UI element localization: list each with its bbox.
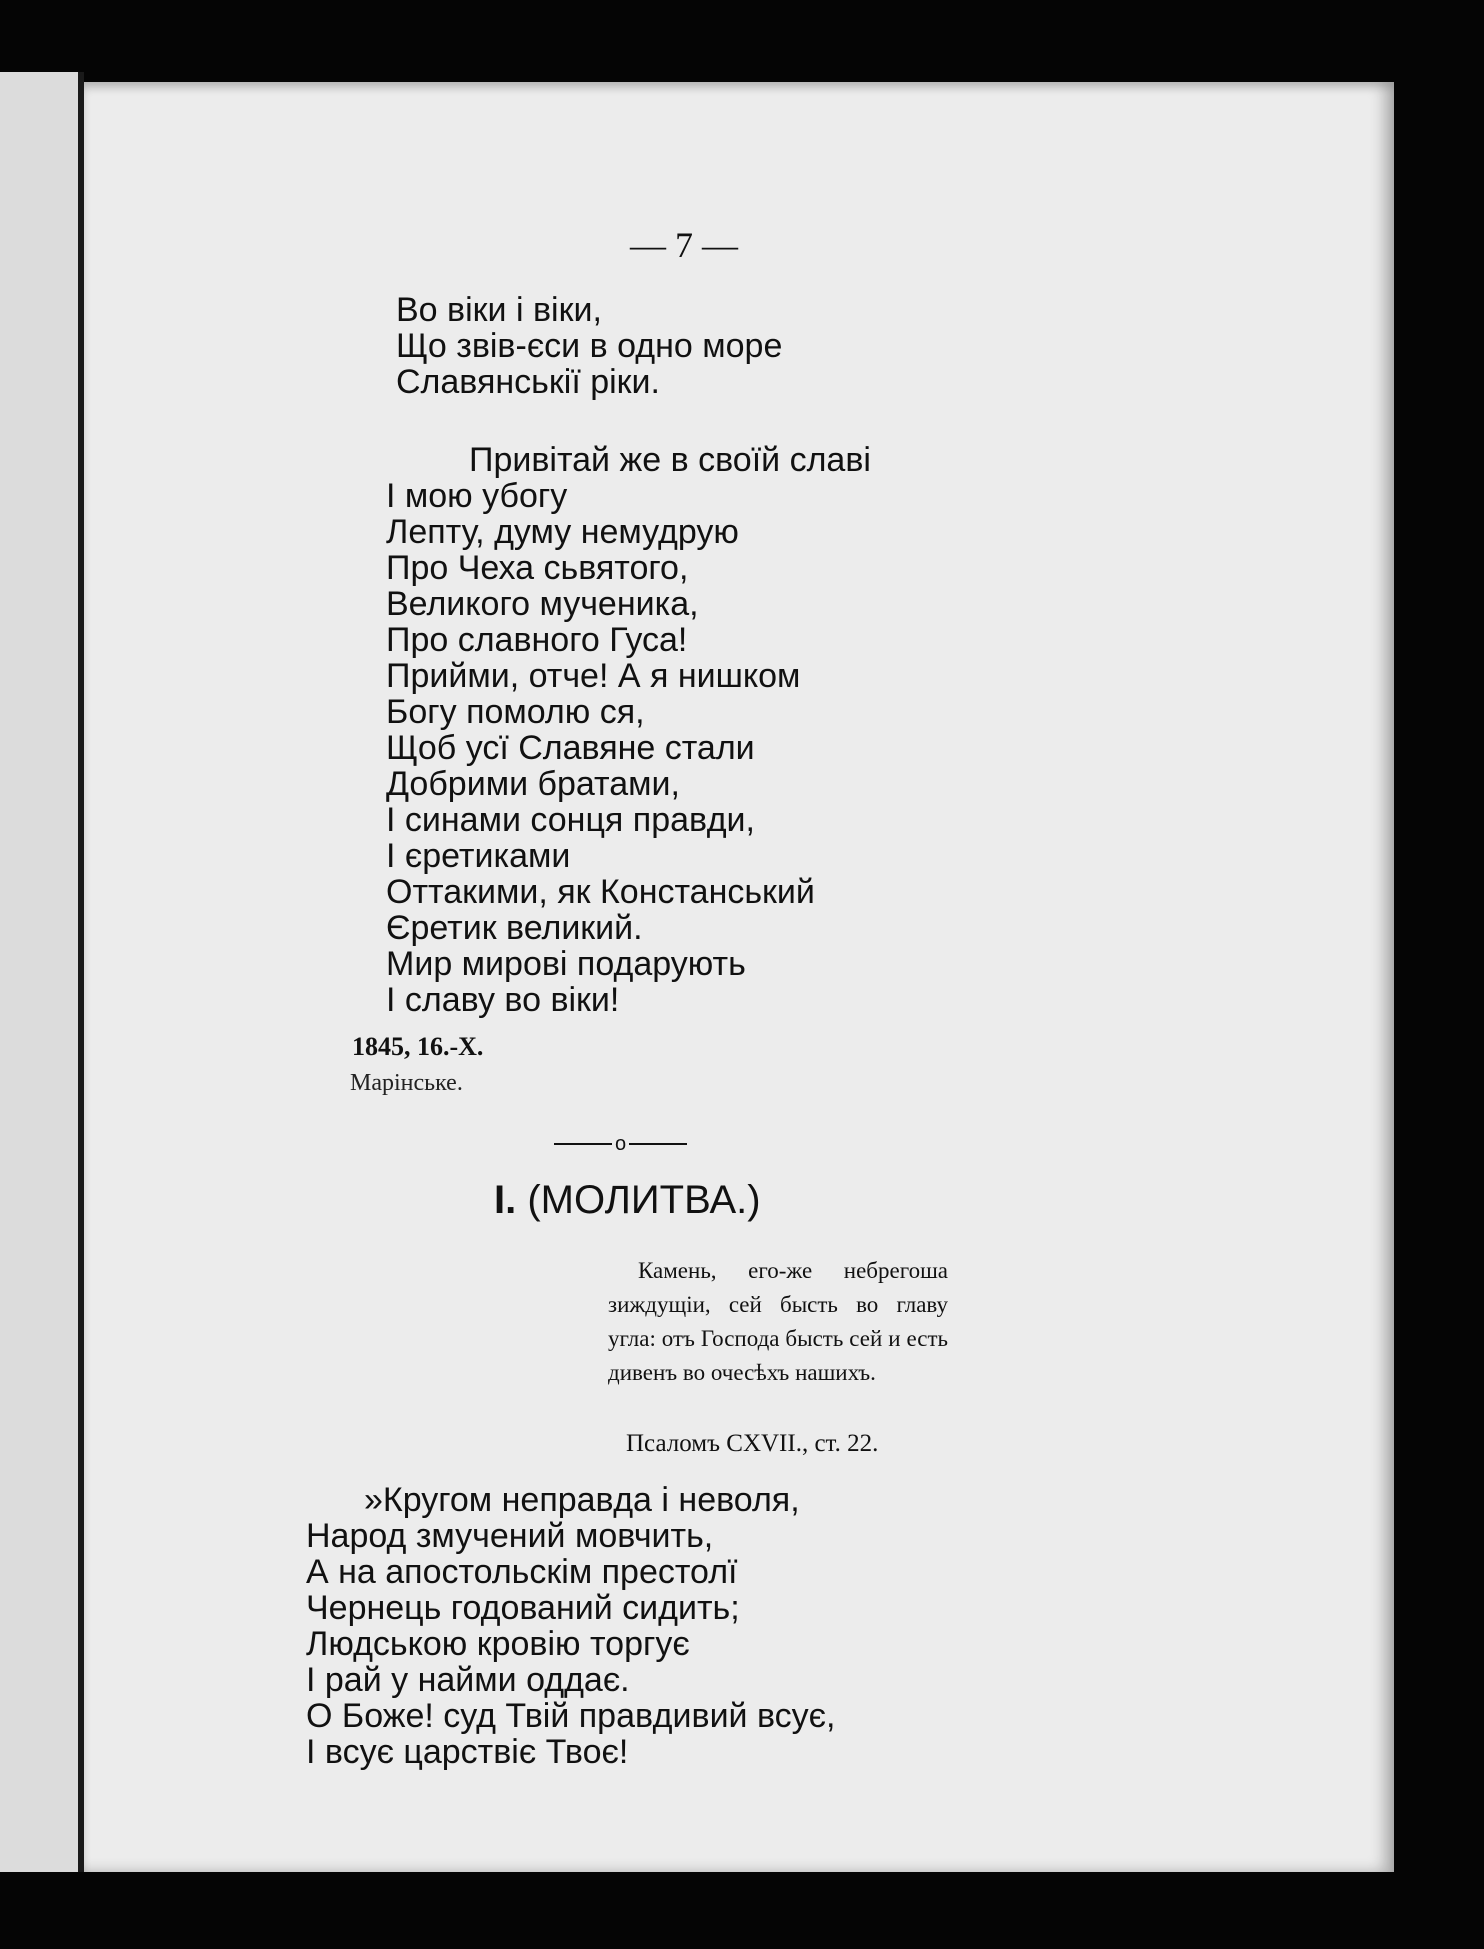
stanza-3 bbox=[306, 1482, 835, 1770]
epigraph-text: Камень, его-же небрегоша зиждущіи, сей бысть во главу угла: отъ Господа бысть сей и есть дивенъ во очесѣхъ нашихъ. bbox=[608, 1258, 948, 1385]
verse-line: І єретиками bbox=[386, 837, 571, 875]
divider-mark: o bbox=[615, 1133, 627, 1155]
verse-line: А на апостольскім престолї bbox=[306, 1553, 738, 1591]
verse-line: Що звів-єси в одно море bbox=[396, 327, 783, 365]
divider-rule-left bbox=[554, 1143, 612, 1145]
poem-place: Марінське. bbox=[350, 1070, 463, 1096]
verse-line: Про славного Гуса! bbox=[386, 621, 688, 659]
verse-line: Щоб усї Славяне стали bbox=[386, 729, 755, 767]
verse-line: Великого мученика, bbox=[386, 585, 699, 623]
verse-line: Добрими братами, bbox=[386, 765, 680, 803]
verse-line: Оттакими, як Констанський bbox=[386, 873, 815, 911]
verse-line: Про Чеха сьвятого, bbox=[386, 549, 689, 587]
stanza-1 bbox=[396, 292, 782, 400]
verse-line: »Кругом неправда і неволя, bbox=[364, 1481, 800, 1519]
verse-line: І всує царствіє Твоє! bbox=[306, 1733, 629, 1771]
section-divider bbox=[554, 1134, 687, 1154]
verse-line: Єретик великий. bbox=[386, 909, 643, 947]
epigraph-source: Псаломъ CXVII., ст. 22. bbox=[626, 1430, 879, 1457]
section-title bbox=[494, 1178, 761, 1223]
verse-line: Мир мирові подарують bbox=[386, 945, 746, 983]
verse-line: Народ змучений мовчить, bbox=[306, 1517, 714, 1555]
verse-line: Славянськії ріки. bbox=[396, 363, 660, 401]
verse-line: І синами сонця правди, bbox=[386, 801, 755, 839]
verse-line: О Боже! суд Твій правдивий всує, bbox=[306, 1697, 836, 1735]
divider-rule-right bbox=[629, 1143, 687, 1145]
verse-line: Прийми, отче! А я нишком bbox=[386, 657, 801, 695]
stanza-2 bbox=[386, 442, 871, 1018]
verse-line: Богу помолю ся, bbox=[386, 693, 645, 731]
book-page bbox=[84, 82, 1394, 1872]
section-number: I. bbox=[494, 1178, 517, 1222]
verse-line: Во віки і віки, bbox=[396, 291, 602, 329]
section-title-text: (МОЛИТВА.) bbox=[527, 1178, 761, 1222]
verse-line: Лепту, думу немудрую bbox=[386, 513, 739, 551]
verse-line: І славу во віки! bbox=[386, 981, 620, 1019]
verse-line: Чернець годований сидить; bbox=[306, 1589, 740, 1627]
verse-line: І мою убогу bbox=[386, 477, 568, 515]
verse-line: Людською кровію торгує bbox=[306, 1625, 690, 1663]
verse-line: Привітай же в своїй славі bbox=[469, 441, 871, 479]
previous-page-edge bbox=[0, 72, 80, 1872]
page-number: — 7 — bbox=[630, 225, 738, 265]
poem-date: 1845, 16.-X. bbox=[352, 1032, 484, 1061]
verse-line: І рай у найми оддає. bbox=[306, 1661, 630, 1699]
